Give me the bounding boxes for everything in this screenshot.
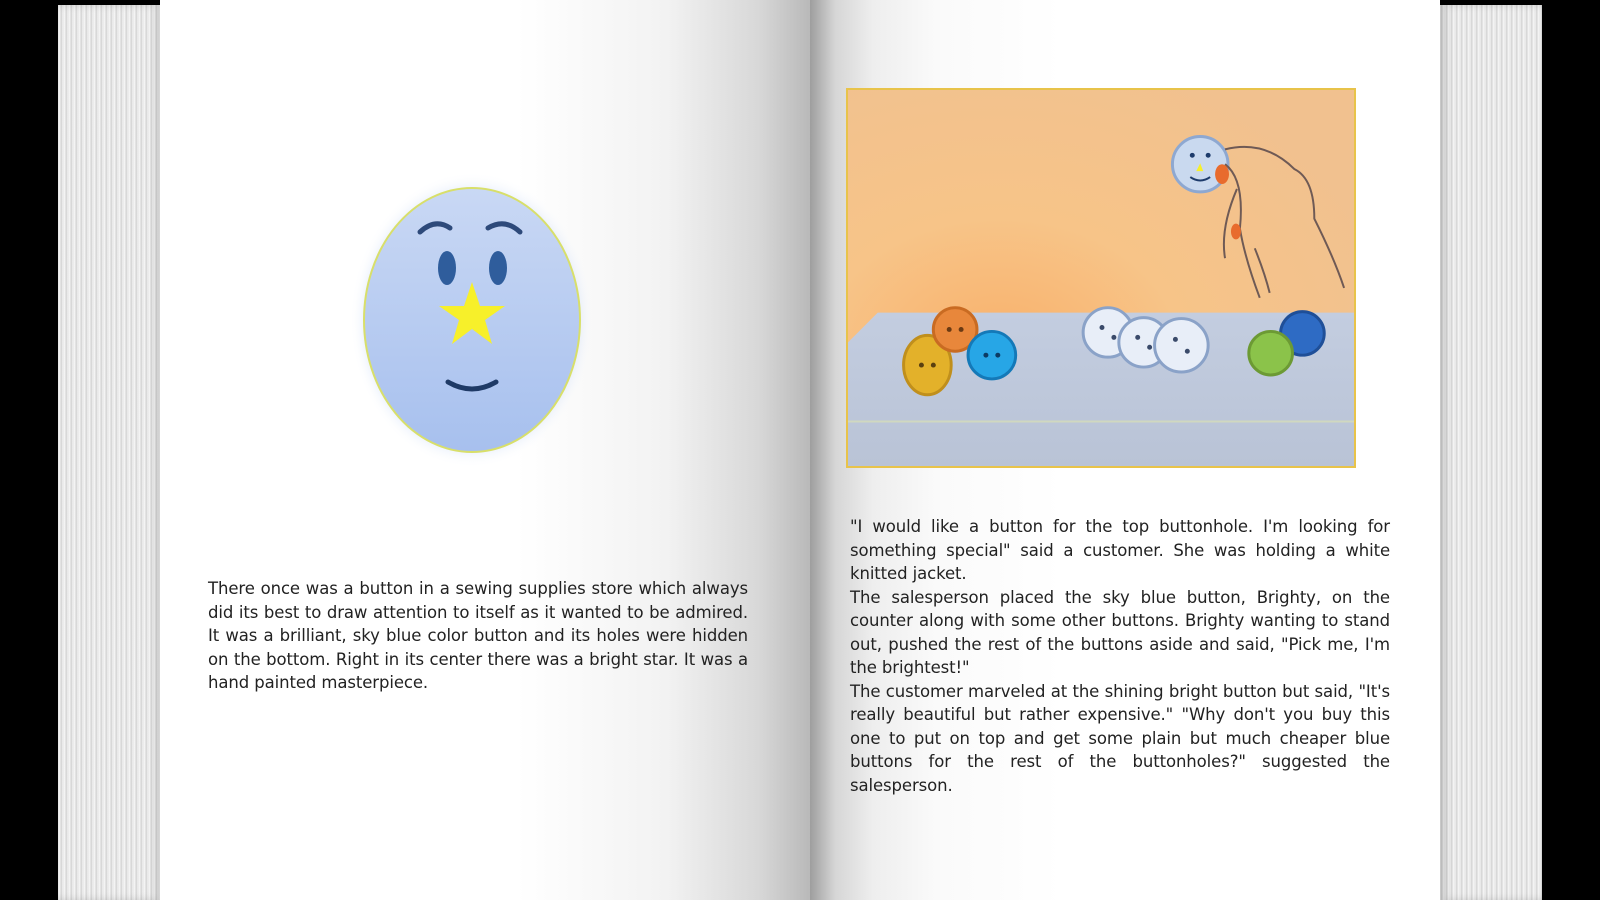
left-page[interactable] <box>160 0 810 900</box>
left-page-text: There once was a button in a sewing supplies store which always did its best to draw attention to itself as it wanted to be admired. It was a brilliant, sky blue color button and its holes were hidden on the bottom. Right in its center there was a bright star. It was a hand painted masterpiece. <box>208 579 748 692</box>
right-page-stack <box>1440 5 1542 900</box>
paragraph-1: "I would like a button for the top buttonhole. I'm looking for something special" said a customer. She was holding a white knitted jacket. <box>850 517 1390 583</box>
cyan-button <box>968 331 1016 378</box>
right-page-text <box>850 515 1390 797</box>
paragraph-2: The salesperson placed the sky blue button, Brighty, on the counter along with some other buttons. Brighty wanting to stand out, pushed the rest of the buttons aside and said, "Pick me, I'm the brightest!" <box>850 587 1390 677</box>
right-page[interactable] <box>810 0 1440 900</box>
green-button <box>1249 331 1293 375</box>
brighty-button-portrait <box>350 170 595 470</box>
left-page-stack <box>58 5 162 900</box>
paragraph-3: The customer marveled at the shining bright button but said, "It's really beautiful but rather expensive." "Why don't you buy this one to put on top and get some plain but much cheaper blue buttons for the rest of the buttonholes?" suggested the salesperson. <box>850 681 1390 795</box>
white-button-3 <box>1155 319 1209 372</box>
counter-scene-illustration <box>846 88 1356 468</box>
